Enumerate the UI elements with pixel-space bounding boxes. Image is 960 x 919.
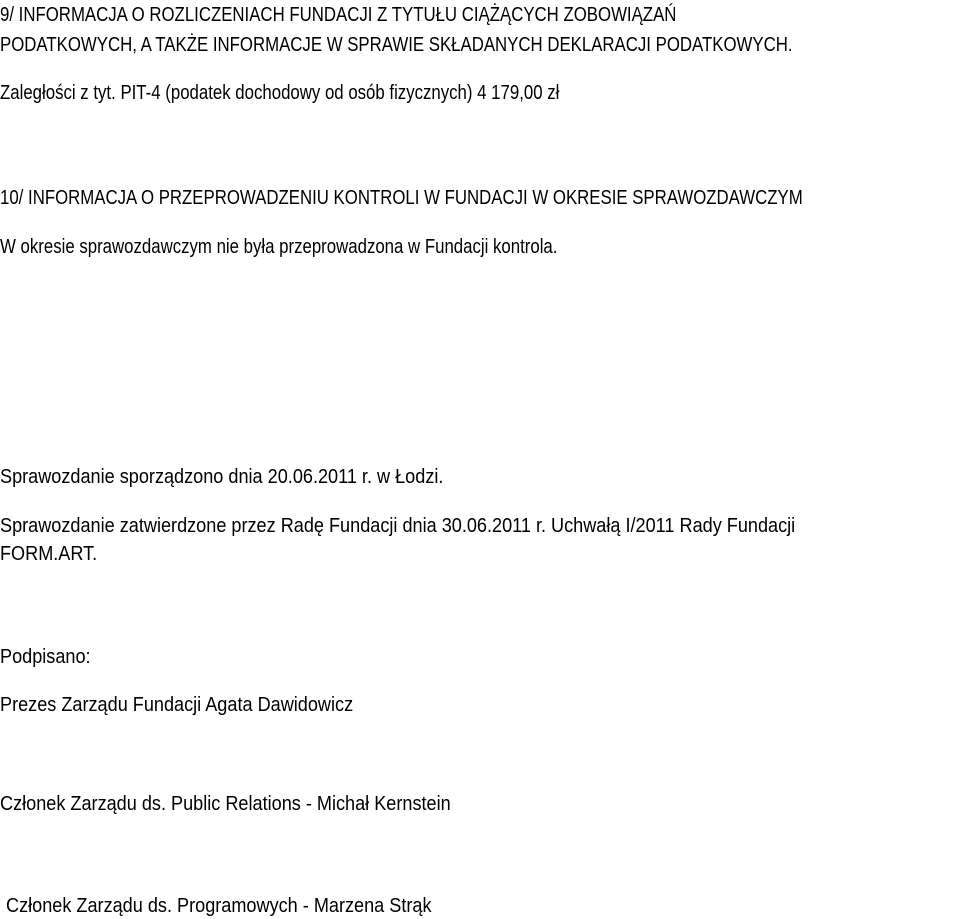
section-9-heading-line-1: 9/ INFORMACJA O ROZLICZENIACH FUNDACJI Z TYTUŁU CIĄŻĄCYCH ZOBOWIĄZAŃ	[0, 4, 677, 26]
section-10-heading: 10/ INFORMACJA O PRZEPROWADZENIU KONTROLI W FUNDACJI W OKRESIE SPRAWOZDAWCZYM	[0, 187, 803, 209]
report-approval-line-1: Sprawozdanie zatwierdzone przez Radę Fundacji dnia 30.06.2011 r. Uchwałą I/2011 Rady Fundacji	[0, 515, 796, 537]
inspection-text: W okresie sprawozdawczym nie była przeprowadzona w Fundacji kontrola.	[0, 236, 558, 258]
signature-president: Prezes Zarządu Fundacji Agata Dawidowicz	[0, 694, 354, 716]
section-9-heading-line-2: PODATKOWYCH, A TAKŻE INFORMACJE W SPRAWIE SKŁADANYCH DEKLARACJI PODATKOWYCH.	[0, 34, 793, 56]
report-approval-line-2: FORM.ART.	[0, 543, 98, 565]
signatures-label: Podpisano:	[0, 646, 91, 668]
report-prepared-date: Sprawozdanie sporządzono dnia 20.06.2011 r. w Łodzi.	[0, 466, 444, 488]
signature-member-public-relations: Członek Zarządu ds. Public Relations - Michał Kernstein	[0, 793, 451, 815]
tax-arrears-text: Zaległości z tyt. PIT-4 (podatek dochodowy od osób fizycznych) 4 179,00 zł	[0, 82, 560, 104]
signature-member-programs: Członek Zarządu ds. Programowych - Marzena Strąk	[6, 895, 432, 917]
